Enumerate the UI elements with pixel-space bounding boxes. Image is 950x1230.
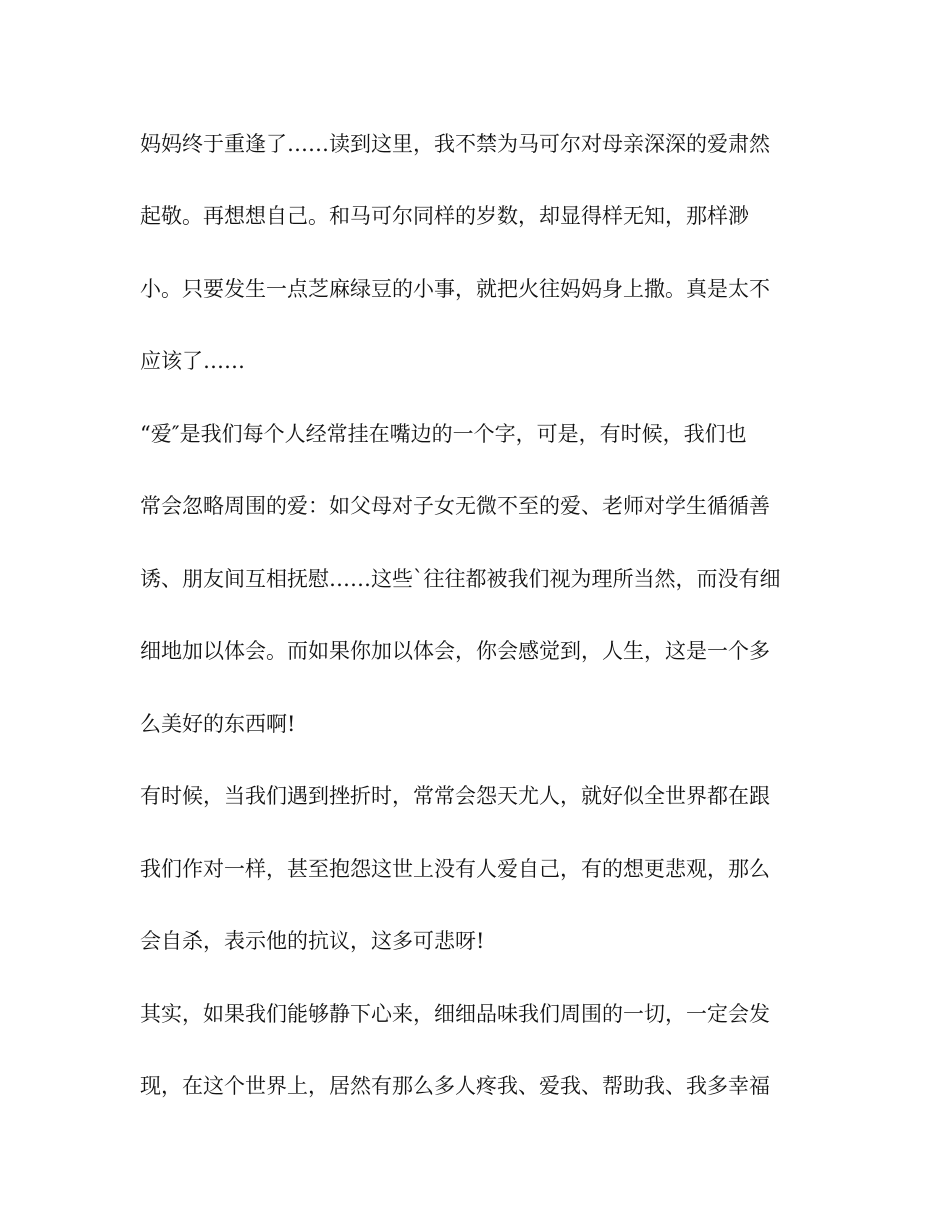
text-line: “爱″是我们每个人经常挂在嘴边的一个字，可是，有时候，我们也 — [140, 422, 747, 446]
text-line: 其实，如果我们能够静下心来，细细品味我们周围的一切，一定会发 — [140, 1002, 770, 1026]
text-line: 我们作对一样，甚至抱怨这世上没有人爱自己，有的想更悲观，那么 — [140, 857, 770, 881]
text-line: 起敬。再想想自己。和马可尔同样的岁数，却显得样无知，那样渺 — [140, 204, 749, 228]
text-line: 小。只要发生一点芝麻绿豆的小事，就把火往妈妈身上撒。真是太不 — [140, 277, 770, 301]
text-line: 应该了…… — [140, 349, 245, 373]
text-line: 妈妈终于重逢了……读到这里，我不禁为马可尔对母亲深深的爱肃然 — [140, 132, 770, 156]
text-line: 么美好的东西啊! — [140, 712, 296, 736]
text-line: 会自杀，表示他的抗议，这多可悲呀! — [140, 929, 485, 953]
text-line: 细地加以体会。而如果你加以体会，你会感觉到，人生，这是一个多 — [140, 639, 770, 663]
text-line: 诱、朋友间互相抚慰……这些`往往都被我们视为理所当然，而没有细 — [140, 567, 781, 591]
text-line: 常会忽略周围的爱：如父母对子女无微不至的爱、老师对学生循循善 — [140, 494, 770, 518]
text-line: 有时候，当我们遇到挫折时，常常会怨天尤人，就好似全世界都在跟 — [140, 784, 770, 808]
text-line: 现，在这个世界上，居然有那么多人疼我、爱我、帮助我、我多幸福 — [140, 1074, 770, 1098]
